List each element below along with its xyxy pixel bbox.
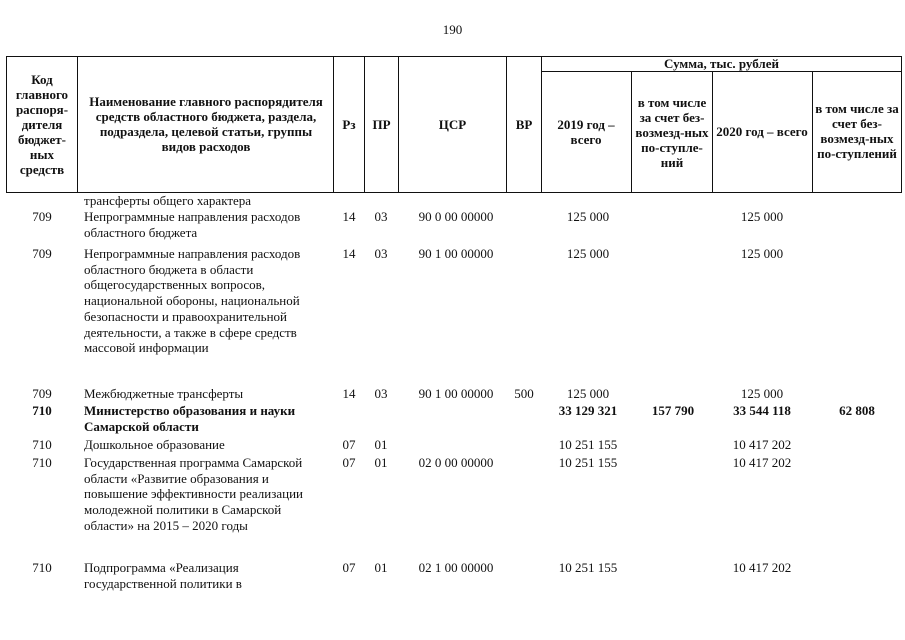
row-pr: 03 (374, 246, 388, 261)
row-csr: 02 0 00 00000 (418, 455, 494, 470)
row-2019-total: 125 000 (566, 246, 610, 261)
row-code: 710 (32, 403, 52, 418)
row-name: Дошкольное образование (84, 437, 225, 452)
header-2020-total: 2020 год – всего (716, 124, 808, 139)
header-name: Наименование главного распорядителя средств областного бюджета, раздела, подраздела, целевой статьи, группы видов расходов (89, 94, 323, 154)
row-code: 709 (32, 246, 52, 261)
header-pr: ПР (372, 116, 391, 132)
header-2019-free: в том числе за счет без-возмезд-ных по-ступле-ний (635, 94, 709, 170)
row-rz: 07 (342, 560, 356, 575)
row-2019-total: 10 251 155 (558, 437, 618, 452)
header-rz: Рз (342, 116, 356, 132)
row-csr: 90 0 00 00000 (418, 209, 494, 224)
row-rz: 07 (342, 437, 356, 452)
header-code: Код главного распоря-дителя бюджет-ных средств (15, 71, 69, 177)
row-name: Государственная программа Самарской области «Развитие образования и повышение эффективности реализации молодежной политики в Самарской области» на 2015 – 2020 годы (84, 455, 303, 533)
row-vr: 500 (514, 386, 534, 401)
row-2020-total: 10 417 202 (732, 560, 792, 575)
row-rz: 07 (342, 455, 356, 470)
row-name: Непрограммные направления расходов областного бюджета (84, 209, 301, 240)
row-name: Подпрограмма «Реализация государственной политики в (84, 560, 242, 591)
row-2020-total: 33 544 118 (733, 403, 791, 418)
row-pr: 03 (374, 209, 388, 224)
row-pr: 01 (374, 560, 388, 575)
row-code: 709 (32, 386, 52, 401)
row-2019-free: 157 790 (651, 403, 695, 418)
row-rz: 14 (342, 209, 356, 224)
row-2020-free: 62 808 (839, 403, 875, 418)
row-csr: 90 1 00 00000 (418, 246, 494, 261)
row-rz: 14 (342, 246, 356, 261)
row-name: Министерство образования и науки Самарской области (84, 403, 296, 434)
row-code: 710 (32, 455, 52, 470)
row-2019-total: 10 251 155 (558, 455, 618, 470)
row-name: Непрограммные направления расходов областного бюджета в области общегосударственных вопросов, национальной обороны, национальной безопасности и правоохранительной деятельности, а также в сфере средств массовой информации (84, 246, 301, 356)
page-number: 190 (442, 22, 463, 37)
row-2019-total: 125 000 (566, 209, 610, 224)
row-2020-total: 125 000 (740, 209, 784, 224)
row-pr: 01 (374, 455, 388, 470)
row-csr: 02 1 00 00000 (418, 560, 494, 575)
row-pr: 03 (374, 386, 388, 401)
row-2019-total: 10 251 155 (558, 560, 618, 575)
row-2019-total: 125 000 (566, 386, 610, 401)
header-2019-total: 2019 год – всего (557, 116, 615, 147)
continuation-text: трансферты общего характера (84, 193, 252, 208)
row-code: 710 (32, 437, 52, 452)
row-code: 709 (32, 209, 52, 224)
header-2020-free: в том числе за счет без-возмезд-ных по-ступлений (815, 101, 899, 161)
row-name: Межбюджетные трансферты (84, 386, 244, 401)
row-2020-total: 125 000 (740, 246, 784, 261)
row-2019-total: 33 129 321 (558, 403, 618, 418)
row-2020-total: 10 417 202 (732, 455, 792, 470)
row-csr: 90 1 00 00000 (418, 386, 494, 401)
header-vr: ВР (515, 116, 533, 132)
header-sum: Сумма, тыс. рублей (664, 56, 779, 71)
row-2020-total: 10 417 202 (732, 437, 792, 452)
row-rz: 14 (342, 386, 356, 401)
row-2020-total: 125 000 (740, 386, 784, 401)
header-csr: ЦСР (438, 116, 467, 132)
row-code: 710 (32, 560, 52, 575)
row-pr: 01 (374, 437, 388, 452)
